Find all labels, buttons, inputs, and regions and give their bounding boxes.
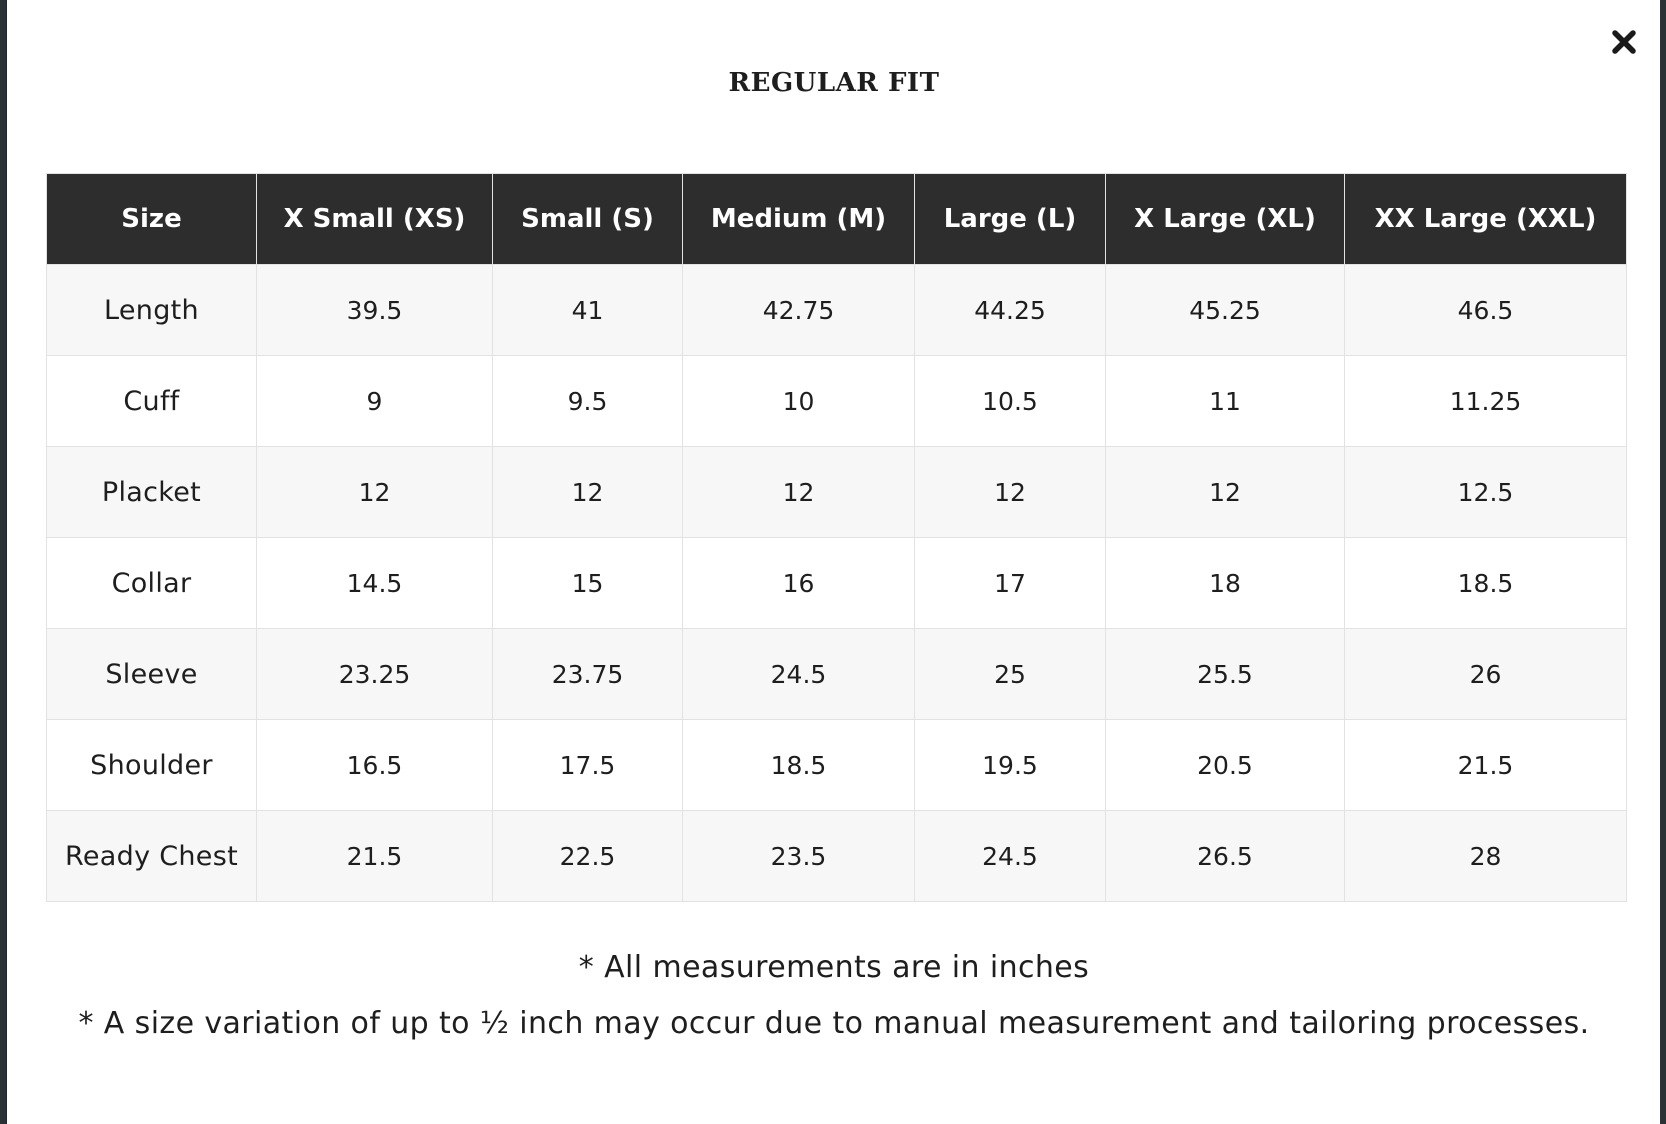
table-cell: 16 — [683, 538, 915, 629]
table-cell: 12.5 — [1345, 447, 1627, 538]
table-cell: 22.5 — [493, 811, 683, 902]
table-cell: 24.5 — [683, 629, 915, 720]
size-table-container — [46, 173, 1626, 902]
table-cell: 44.25 — [915, 265, 1106, 356]
header-l: Large (L) — [915, 174, 1106, 265]
row-label-length: Length — [47, 265, 257, 356]
table-cell: 21.5 — [1345, 720, 1627, 811]
table-cell: 18.5 — [1345, 538, 1627, 629]
header-xs: X Small (XS) — [257, 174, 493, 265]
size-chart-modal — [6, 0, 1660, 1124]
row-label-ready-chest: Ready Chest — [47, 811, 257, 902]
table-cell: 45.25 — [1106, 265, 1345, 356]
table-cell: 9.5 — [493, 356, 683, 447]
table-cell: 17 — [915, 538, 1106, 629]
table-row — [47, 629, 1627, 720]
close-icon — [1611, 29, 1637, 55]
table-cell: 23.5 — [683, 811, 915, 902]
table-cell: 16.5 — [257, 720, 493, 811]
table-cell: 26.5 — [1106, 811, 1345, 902]
table-cell: 21.5 — [257, 811, 493, 902]
table-cell: 26 — [1345, 629, 1627, 720]
table-cell: 18.5 — [683, 720, 915, 811]
table-row — [47, 356, 1627, 447]
table-cell: 12 — [683, 447, 915, 538]
table-cell: 10 — [683, 356, 915, 447]
table-cell: 12 — [257, 447, 493, 538]
table-cell: 12 — [1106, 447, 1345, 538]
table-cell: 42.75 — [683, 265, 915, 356]
table-cell: 25.5 — [1106, 629, 1345, 720]
table-cell: 24.5 — [915, 811, 1106, 902]
note-units: * All measurements are in inches — [578, 950, 1090, 985]
table-row — [47, 265, 1627, 356]
row-label-shoulder: Shoulder — [47, 720, 257, 811]
table-cell: 9 — [257, 356, 493, 447]
table-row — [47, 720, 1627, 811]
row-label-placket: Placket — [47, 447, 257, 538]
header-xl: X Large (XL) — [1106, 174, 1345, 265]
table-cell: 39.5 — [257, 265, 493, 356]
table-cell: 20.5 — [1106, 720, 1345, 811]
table-cell: 12 — [493, 447, 683, 538]
table-row — [47, 538, 1627, 629]
table-cell: 14.5 — [257, 538, 493, 629]
size-table — [46, 173, 1627, 902]
note-variation: * A size variation of up to ½ inch may occur due to manual measurement and tailoring processes. — [78, 1006, 1590, 1041]
header-s: Small (S) — [493, 174, 683, 265]
table-cell: 25 — [915, 629, 1106, 720]
table-cell: 18 — [1106, 538, 1345, 629]
header-xxl: XX Large (XXL) — [1345, 174, 1627, 265]
table-cell: 46.5 — [1345, 265, 1627, 356]
measurement-notes — [7, 940, 1661, 1052]
close-button[interactable] — [1606, 24, 1642, 60]
header-m: Medium (M) — [683, 174, 915, 265]
table-cell: 17.5 — [493, 720, 683, 811]
row-label-cuff: Cuff — [47, 356, 257, 447]
table-row — [47, 447, 1627, 538]
table-row — [47, 811, 1627, 902]
table-cell: 23.25 — [257, 629, 493, 720]
table-header-row — [47, 174, 1627, 265]
table-cell: 11 — [1106, 356, 1345, 447]
table-cell: 28 — [1345, 811, 1627, 902]
table-cell: 12 — [915, 447, 1106, 538]
header-size: Size — [47, 174, 257, 265]
table-cell: 15 — [493, 538, 683, 629]
table-cell: 23.75 — [493, 629, 683, 720]
row-label-sleeve: Sleeve — [47, 629, 257, 720]
table-cell: 41 — [493, 265, 683, 356]
modal-title: REGULAR FIT — [728, 68, 940, 98]
table-cell: 10.5 — [915, 356, 1106, 447]
table-cell: 11.25 — [1345, 356, 1627, 447]
table-cell: 19.5 — [915, 720, 1106, 811]
row-label-collar: Collar — [47, 538, 257, 629]
